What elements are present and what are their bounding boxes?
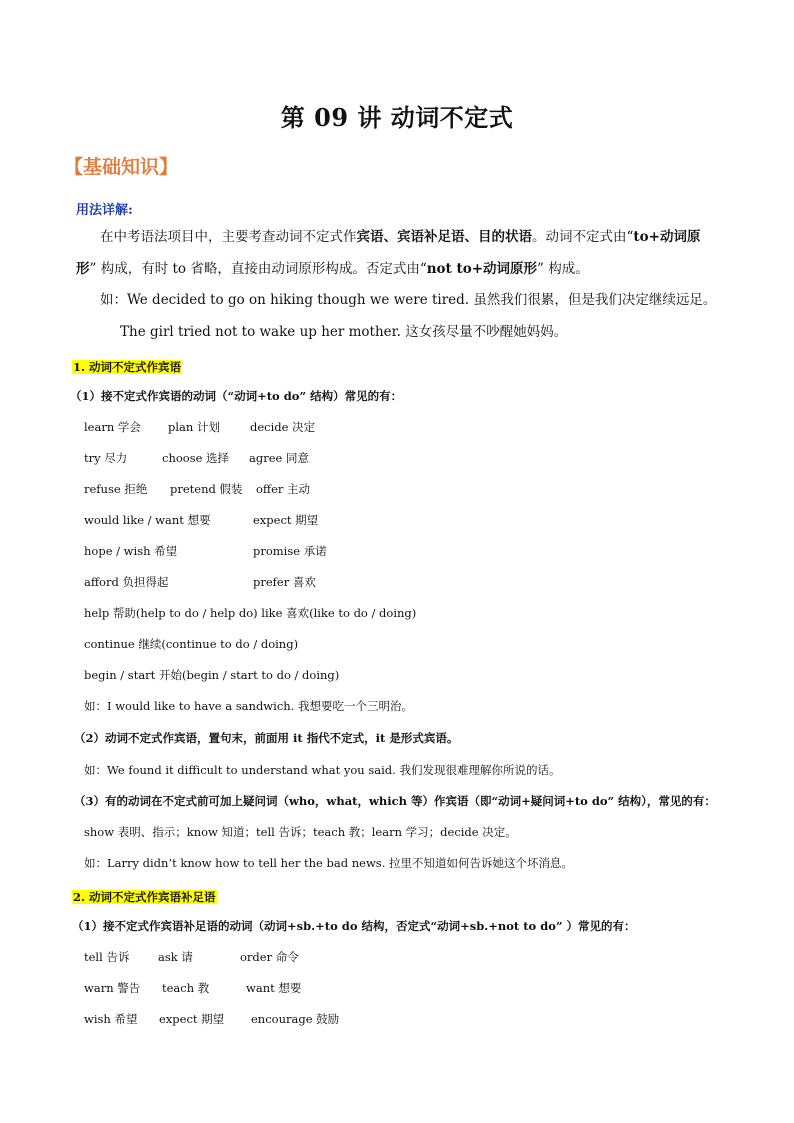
verb-row [84, 980, 484, 994]
section-1-sub-1: （1）接不定式作宾语的动词（“动词+to do” 结构）常见的有： [70, 389, 403, 403]
verb-row: begin / start 开始(begin / start to do / doing) [84, 668, 340, 682]
verb-item: promise 承诺 [253, 544, 327, 558]
verb-item: agree 同意 [249, 451, 309, 465]
verb-item: ask 请 [158, 950, 193, 964]
intro-bold-text: 形 [76, 261, 90, 277]
verb-row: help 帮助(help to do / help do) like 喜欢(like to do / doing) [84, 606, 417, 620]
section-1-heading: 1. 动词不定式作宾语 [73, 360, 182, 374]
verb-item: want 想要 [246, 981, 302, 995]
section-1-sub-2: （2）动词不定式作宾语，置句末，前面用 it 指代不定式，it 是形式宾语。 [74, 731, 459, 745]
intro-line-1 [100, 231, 700, 245]
verb-row [84, 1011, 484, 1025]
intro-bold-text: to+动词原 [633, 229, 701, 245]
section-1-example-2: 如：We found it difficult to understand what you said. 我们发现很难理解你所说的话。 [84, 763, 561, 777]
verb-row [84, 419, 484, 433]
verb-item: tell 告诉 [84, 950, 130, 964]
verb-item: would like / want 想要 [84, 513, 211, 527]
intro-bold-text: not to+动词原形 [426, 261, 538, 277]
verb-row [84, 574, 484, 588]
intro-text: ” 构成。 [537, 261, 589, 277]
verb-item: warn 警告 [84, 981, 141, 995]
verb-item: afford 负担得起 [84, 575, 169, 589]
verb-item: prefer 喜欢 [253, 575, 316, 589]
verb-item: expect 期望 [253, 513, 319, 527]
page-title: 第 09 讲 动词不定式 [280, 103, 514, 132]
verb-row: continue 继续(continue to do / doing) [84, 637, 299, 651]
section-2-heading-wrap [72, 886, 217, 905]
section-1-list-3: show 表明、指示；know 知道；tell 告诉；teach 教；learn 学习；decide 决定。 [84, 825, 517, 839]
verb-row [84, 450, 484, 464]
verb-item: encourage 鼓励 [251, 1012, 340, 1026]
verb-item: try 尽力 [84, 451, 128, 465]
verb-item: choose 选择 [162, 451, 230, 465]
verb-item: teach 教 [162, 981, 210, 995]
intro-text: ” 构成，有时 to 省略，直接由动词原形构成。否定式由“ [89, 261, 427, 277]
verb-item: offer 主动 [256, 482, 311, 496]
verb-item: order 命令 [240, 950, 299, 964]
verb-row [84, 543, 484, 557]
verb-item: decide 决定 [250, 420, 316, 434]
verb-row [84, 512, 484, 526]
verb-item: refuse 拒绝 [84, 482, 148, 496]
section-1-example-3: 如：Larry didn’t know how to tell her the bad news. 拉里不知道如何告诉她这个坏消息。 [84, 856, 574, 870]
usage-heading: 用法详解: [76, 203, 133, 218]
verb-item: plan 计划 [168, 420, 220, 434]
verb-row [84, 481, 484, 495]
verb-row [84, 949, 484, 963]
verb-item: hope / wish 希望 [84, 544, 178, 558]
intro-example-2: The girl tried not to wake up her mother. 这女孩尽量不吵醒她妈妈。 [120, 324, 568, 340]
section-1-example-1: 如：I would like to have a sandwich. 我想要吃一个三明治。 [84, 699, 413, 713]
section-label-basics: 【基础知识】 [64, 156, 179, 178]
intro-text: 。动词不定式由“ [532, 229, 634, 245]
verb-item: wish 希望 [84, 1012, 138, 1026]
section-1-heading-wrap [72, 356, 182, 375]
section-2-heading: 2. 动词不定式作宾语补足语 [73, 890, 216, 904]
intro-line-2 [76, 263, 589, 277]
verb-item: learn 学会 [84, 420, 141, 434]
section-2-sub-1: （1）接不定式作宾语补足语的动词（动词+sb.+to do 结构，否定式“动词+sb.+not to do” ）常见的有： [72, 919, 636, 933]
intro-text: 在中考语法项目中，主要考查动词不定式作 [100, 229, 357, 245]
intro-example-1: 如：We decided to go on hiking though we were tired. 虽然我们很累，但是我们决定继续远足。 [100, 292, 717, 308]
intro-bold-text: 宾语、宾语补足语、目的状语 [356, 229, 532, 245]
verb-item: pretend 假装 [170, 482, 243, 496]
section-1-sub-3: （3）有的动词在不定式前可加上疑问词（who，what，which 等）作宾语（即“动词+疑问词+to do” 结构），常见的有： [74, 794, 716, 808]
verb-item: expect 期望 [159, 1012, 225, 1026]
